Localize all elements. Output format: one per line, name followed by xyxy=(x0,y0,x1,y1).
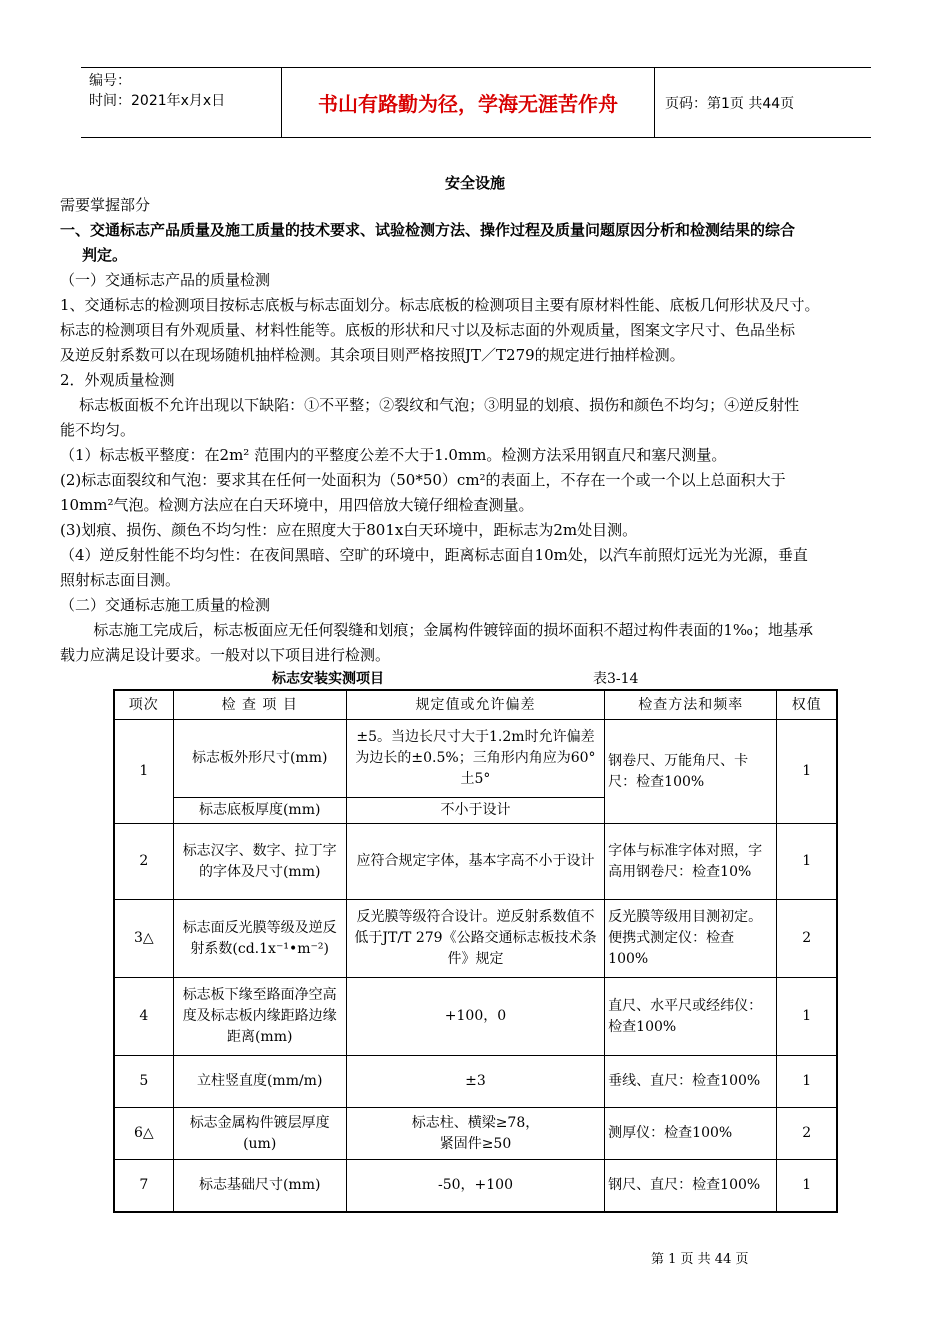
check-item: 标志金属构件镀层厚度(um) xyxy=(173,1108,346,1160)
paragraph: 标志施工完成后，标志板面应无任何裂缝和划痕；金属构件镀锌面的损坏面积不超过构件表面的1‰；地基承 xyxy=(60,621,814,639)
subsection-heading: （二）交通标志施工质量的检测 xyxy=(60,596,271,614)
number-label: 编号： xyxy=(89,73,131,89)
header-cell: 项次 xyxy=(114,690,173,720)
check-method: 钢尺、直尺：检查100% xyxy=(605,1160,777,1212)
document-title: 安全设施 xyxy=(444,174,505,192)
weight: 1 xyxy=(777,824,837,900)
paragraph: 载力应满足设计要求。一般对以下项目进行检测。 xyxy=(60,646,391,664)
allowed-deviation: ±3 xyxy=(346,1056,604,1108)
check-method: 字体与标准字体对照，字高用钢卷尺：检查10% xyxy=(605,824,777,900)
table-title: 标志安装实测项目 xyxy=(272,671,384,687)
paragraph: 需要掌握部分 xyxy=(60,196,151,214)
page-header xyxy=(81,67,871,138)
paragraph: 标志的检测项目有外观质量、材料性能等。底板的形状和尺寸以及标志面的外观质量，图案文字尺寸、色品坐标 xyxy=(60,321,796,339)
motto: 书山有路勤为径，学海无涯苦作舟 xyxy=(281,68,655,137)
table-number: 表3-14 xyxy=(593,671,639,687)
table-row xyxy=(114,978,837,1056)
check-item: 标志底板厚度(mm) xyxy=(173,798,346,824)
row-number: 3△ xyxy=(114,900,173,978)
table-row xyxy=(114,1160,837,1212)
paragraph: （1）标志板平整度：在2m² 范围内的平整度公差不大于1.0mm。检测方法采用钢直尺和塞尺测量。 xyxy=(60,446,727,464)
check-item: 标志基础尺寸(mm) xyxy=(173,1160,346,1212)
paragraph: 照射标志面目测。 xyxy=(60,571,181,589)
weight: 1 xyxy=(777,1160,837,1212)
paragraph: 能不均匀。 xyxy=(60,421,136,439)
check-item: 标志板下缘至路面净空高度及标志板内缘距路边缘距离(mm) xyxy=(173,978,346,1056)
paragraph: 1、交通标志的检测项目按标志底板与标志面划分。标志底板的检测项目主要有原材料性能、底板几何形状及尺寸。 xyxy=(60,296,820,314)
check-method: 测厚仪：检查100% xyxy=(605,1108,777,1160)
check-method: 钢卷尺、万能角尺、卡尺：检查100% xyxy=(605,720,777,824)
page-info: 页码：第1页 共44页 xyxy=(665,95,795,112)
check-item: 标志汉字、数字、拉丁字的字体及尺寸(mm) xyxy=(173,824,346,900)
check-item: 标志板外形尺寸(mm) xyxy=(173,720,346,798)
inspection-table xyxy=(113,689,838,1213)
table-row xyxy=(114,720,837,798)
weight: 2 xyxy=(777,900,837,978)
allowed-deviation: 应符合规定字体，基本字高不小于设计 xyxy=(346,824,604,900)
row-number: 2 xyxy=(114,824,173,900)
check-method: 垂线、直尺：检查100% xyxy=(605,1056,777,1108)
row-number: 6△ xyxy=(114,1108,173,1160)
row-number: 5 xyxy=(114,1056,173,1108)
section-heading-continued: 判定。 xyxy=(82,246,128,264)
header-left xyxy=(81,68,281,137)
check-item: 标志面反光膜等级及逆反射系数(cd.1x⁻¹•m⁻²) xyxy=(173,900,346,978)
header-cell: 权值 xyxy=(777,690,837,720)
allowed-deviation: 不小于设计 xyxy=(346,798,604,824)
body-text xyxy=(60,193,895,668)
deviation-line: 标志柱、横梁≥78， xyxy=(411,1114,540,1131)
weight: 1 xyxy=(777,720,837,824)
check-item: 立柱竖直度(mm/m) xyxy=(173,1056,346,1108)
date-label: 时间：2021年x月x日 xyxy=(89,93,226,109)
header-cell: 检 查 项 目 xyxy=(173,690,346,720)
allowed-deviation: 反光膜等级符合设计。逆反射系数值不低于JT/T 279《公路交通标志板技术条件》规定 xyxy=(346,900,604,978)
row-number: 4 xyxy=(114,978,173,1056)
allowed-deviation: ±5。当边长尺寸大于1.2m时允许偏差为边长的±0.5%；三角形内角应为60° 土5° xyxy=(346,720,604,798)
paragraph: 2．外观质量检测 xyxy=(60,371,175,389)
header-cell: 规定值或允许偏差 xyxy=(346,690,604,720)
check-method: 反光膜等级用目测初定。便携式测定仪：检查100% xyxy=(605,900,777,978)
table-row xyxy=(114,1056,837,1108)
paragraph: （4）逆反射性能不均匀性：在夜间黑暗、空旷的环境中，距离标志面自10m处，以汽车前照灯远光为光源，垂直 xyxy=(60,546,808,564)
paragraph: 10mm²气泡。检测方法应在白天环境中，用四倍放大镜仔细检查测量。 xyxy=(60,496,534,514)
paragraph: (2)标志面裂纹和气泡：要求其在任何一处面积为（50*50）cm²的表面上，不存在一个或一个以上总面积大于 xyxy=(60,471,786,489)
weight: 1 xyxy=(777,1056,837,1108)
table-row xyxy=(114,1108,837,1160)
table-row xyxy=(114,900,837,978)
subsection-heading: （一）交通标志产品的质量检测 xyxy=(60,271,271,289)
allowed-deviation: -50，+100 xyxy=(346,1160,604,1212)
check-method: 直尺、水平尺或经纬仪：检查100% xyxy=(605,978,777,1056)
paragraph: (3)划痕、损伤、颜色不均匀性：应在照度大于801x白天环境中，距标志为2m处目测。 xyxy=(60,521,638,539)
section-heading: 一、交通标志产品质量及施工质量的技术要求、试验检测方法、操作过程及质量问题原因分析和检测结果的综合 xyxy=(60,221,796,239)
table-header-row xyxy=(114,690,837,720)
paragraph: 及逆反射系数可以在现场随机抽样检测。其余项目则严格按照JT／T279的规定进行抽样检测。 xyxy=(60,346,685,364)
row-number: 7 xyxy=(114,1160,173,1212)
weight: 1 xyxy=(777,978,837,1056)
weight: 2 xyxy=(777,1108,837,1160)
page-footer: 第 1 页 共 44 页 xyxy=(651,1252,749,1267)
table-row xyxy=(114,824,837,900)
allowed-deviation: +100，0 xyxy=(346,978,604,1056)
header-cell: 检查方法和频率 xyxy=(605,690,777,720)
row-number: 1 xyxy=(114,720,173,824)
deviation-line: 紧固件≥50 xyxy=(439,1135,512,1152)
allowed-deviation xyxy=(346,1108,604,1160)
paragraph: 标志板面板不允许出现以下缺陷：①不平整；②裂纹和气泡；③明显的划痕、损伤和颜色不均匀；④逆反射性 xyxy=(60,396,800,414)
